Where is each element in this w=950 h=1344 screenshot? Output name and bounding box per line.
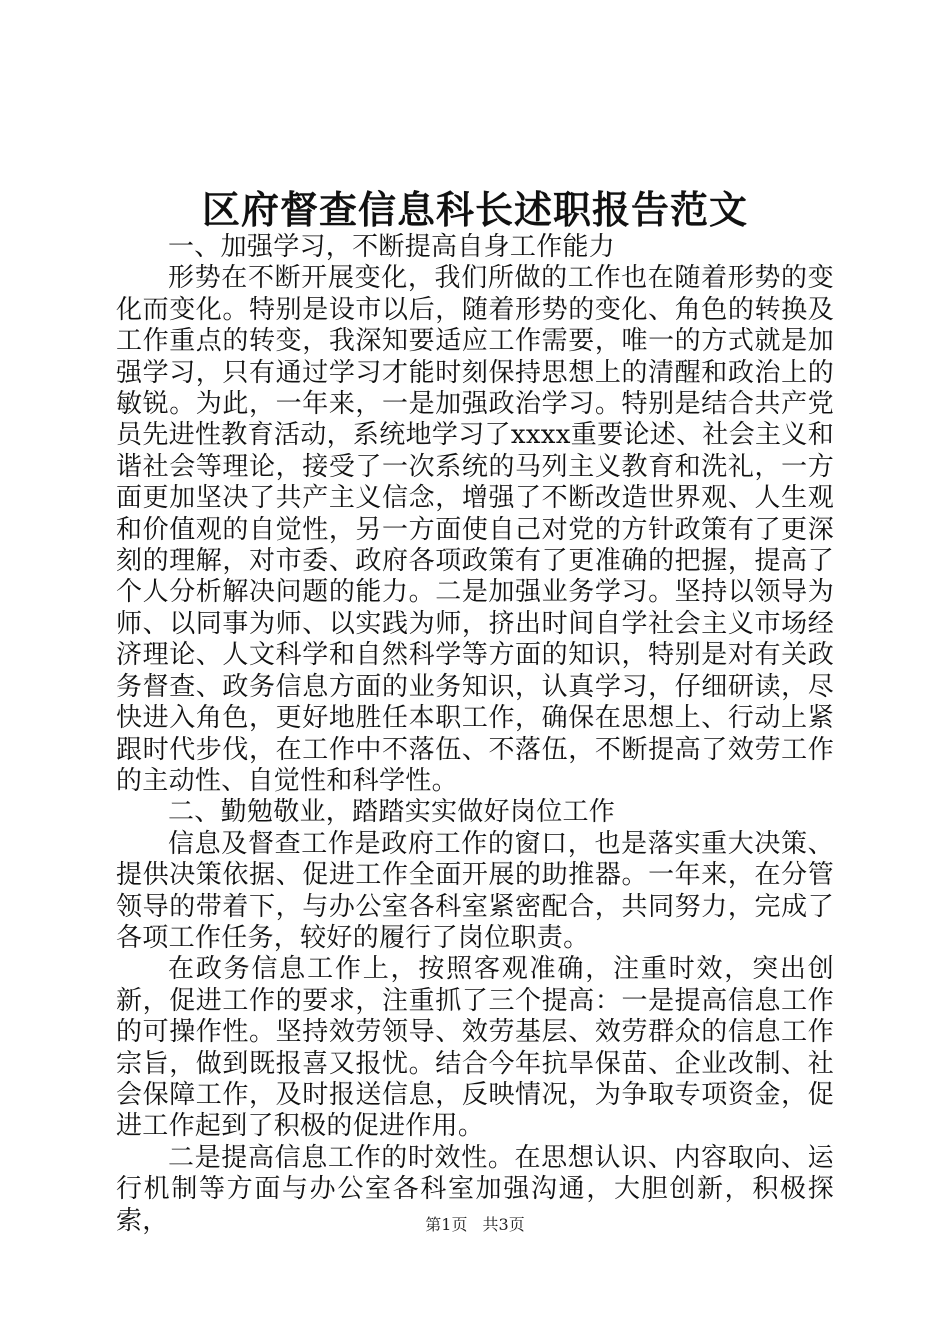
document-body [116, 232, 834, 1237]
body-paragraph: 信息及督查工作是政府工作的窗口，也是落实重大决策、提供决策依据、促进工作全面开展的助推器。一年来，在分管领导的带着下，与办公室各科室紧密配合，共同努力，完成了各项工作任务，较好的履行了岗位职责。 [116, 828, 834, 953]
page-footer [0, 1214, 950, 1236]
page-number: 第1页 [425, 1215, 468, 1234]
section-heading-2: 二、勤勉敬业，踏踏实实做好岗位工作 [168, 797, 616, 828]
section-heading-1: 一、加强学习，不断提高自身工作能力 [168, 232, 616, 262]
body-paragraph: 二是提高信息工作的时效性。在思想认识、内容取向、运行机制等方面与办公室各科室加强沟通，大胆创新，积极探索， [116, 1142, 834, 1236]
document-title: 区府督查信息科长述职报告范文 [201, 187, 748, 232]
page-total: 共3页 [482, 1215, 525, 1234]
body-paragraph: 在政务信息工作上，按照客观准确，注重时效，突出创新，促进工作的要求，注重抓了三个提高：一是提高信息工作的可操作性。坚持效劳领导、效劳基层、效劳群众的信息工作宗旨，做到既报喜又报忧。结合今年抗旱保苗、企业改制、社会保障工作，及时报送信息，反映情况，为争取专项资金，促进工作起到了积极的促进作用。 [116, 954, 834, 1142]
body-paragraph: 形势在不断开展变化，我们所做的工作也在随着形势的变化而变化。特别是设市以后，随着形势的变化、角色的转换及工作重点的转变，我深知要适应工作需要，唯一的方式就是加强学习，只有通过学习才能时刻保持思想上的清醒和政治上的敏锐。为此，一年来，一是加强政治学习。特别是结合共产党员先进性教育活动，系统地学习了xxxx重要论述、社会主义和谐社会等理论，接受了一次系统的马列主义教育和洗礼，一方面更加坚决了共产主义信念，增强了不断改造世界观、人生观和价值观的自觉性，另一方面使自己对党的方针政策有了更深刻的理解，对市委、政府各项政策有了更准确的把握，提高了个人分析解决问题的能力。二是加强业务学习。坚持以领导为师、以同事为师、以实践为师，挤出时间自学社会主义市场经济理论、人文科学和自然科学等方面的知识，特别是对有关政务督查、政务信息方面的业务知识，认真学习，仔细研读，尽快进入角色，更好地胜任本职工作，确保在思想上、行动上紧跟时代步伐，在工作中不落伍、不落伍，不断提高了效劳工作的主动性、自觉性和科学性。 [116, 263, 834, 796]
